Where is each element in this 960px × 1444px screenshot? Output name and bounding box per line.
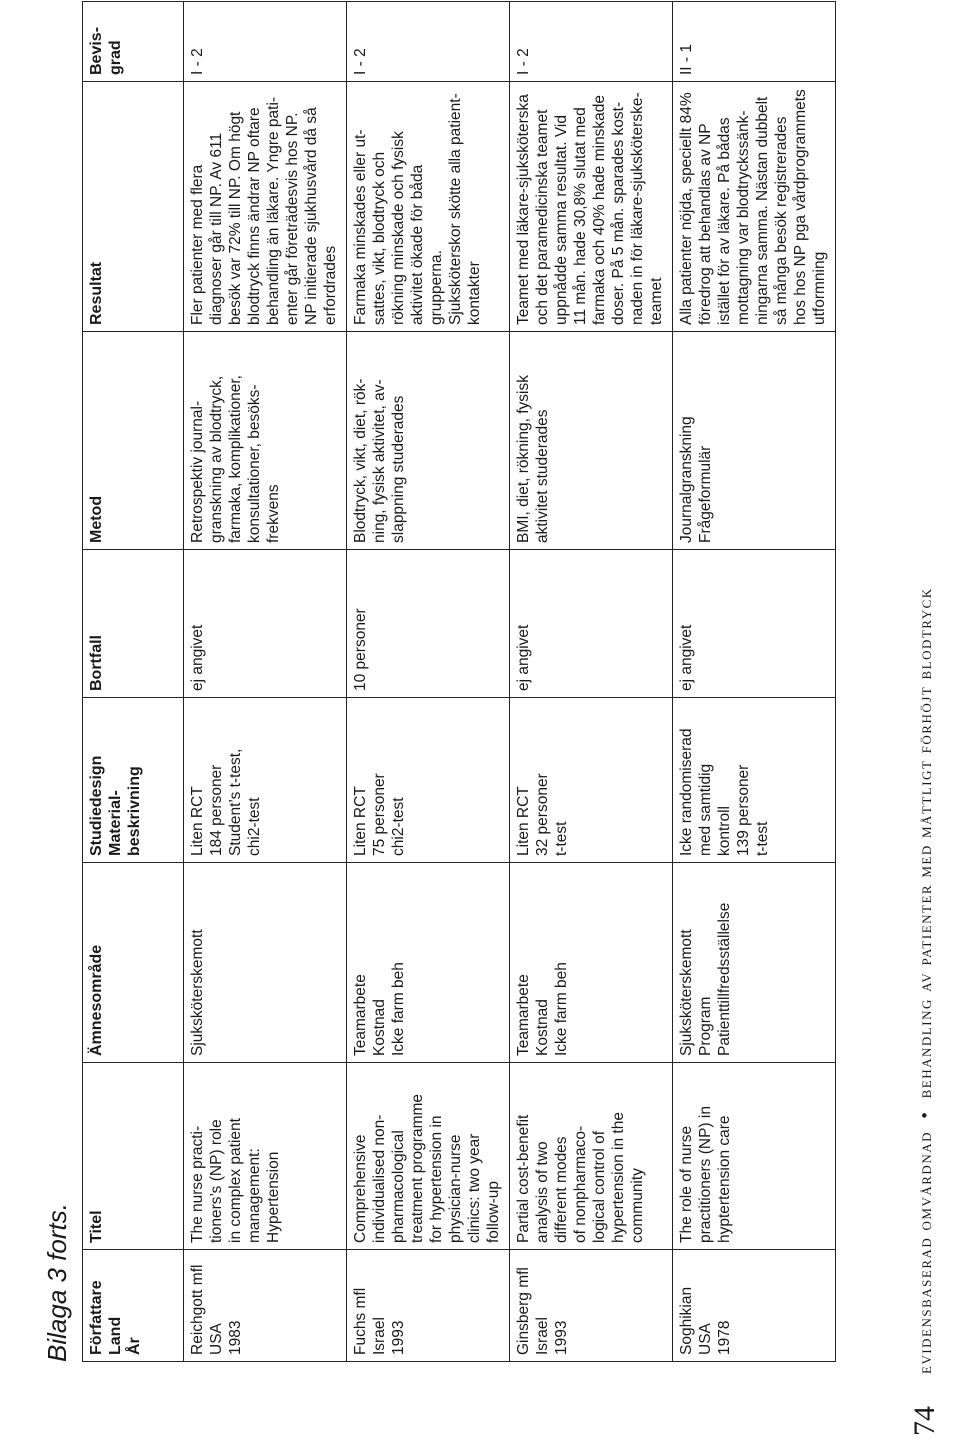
cell-title-line: The nurse practi- [189, 1125, 206, 1243]
cell-method [510, 332, 673, 550]
cell-dropout [673, 550, 836, 698]
cell-result-line: enter går företrädesvis hos NP. [284, 112, 301, 325]
cell-author-line: 1983 [227, 1320, 244, 1355]
cell-author [673, 1250, 836, 1362]
cell-design-line: Liten RCT [189, 786, 206, 856]
cell-design-line: 139 personer [735, 764, 752, 856]
cell-title-line: management: [246, 1148, 263, 1243]
cell-title-line: tioners’s (NP) role [208, 1119, 225, 1243]
column-header-line: Bortfall [88, 635, 105, 691]
cell-method-line: konsultationer, besöks- [246, 384, 263, 543]
cell-dropout [510, 550, 673, 698]
cell-design-line: Student’s t-test, [227, 748, 244, 856]
running-head [915, 587, 937, 1374]
cell-result-line: Fler patienter med flera [189, 164, 206, 325]
cell-author [347, 1250, 510, 1362]
cell-title-line: hypertension in the [610, 1112, 627, 1243]
cell-method-line: BMI, diet, rökning, fysisk [515, 375, 532, 543]
cell-result-line: istället för av läkare. På bådas [716, 117, 733, 325]
cell-design-line: t-test [754, 821, 771, 856]
table-row [510, 2, 673, 1362]
cell-design [184, 698, 347, 863]
column-header [83, 698, 184, 863]
cell-title-line: hyptertension care [716, 1115, 733, 1243]
cell-method-line: frekvens [265, 484, 282, 543]
cell-subject-line: Sjuksköterskemott [189, 929, 206, 1056]
cell-result-line: teamet [648, 277, 665, 325]
cell-design [510, 698, 673, 863]
cell-result [347, 82, 510, 332]
cell-author-line: Reichgott mfl [189, 1264, 206, 1355]
cell-author [184, 1250, 347, 1362]
cell-subject-line: Icke farm beh [553, 962, 570, 1056]
cell-grade-line: II - 1 [678, 43, 695, 75]
column-header [83, 2, 184, 82]
cell-author-line: 1993 [390, 1320, 407, 1355]
cell-method [347, 332, 510, 550]
cell-result-line: hos hos NP pga vårdprogrammets [792, 89, 809, 325]
cell-grade-line: I - 2 [515, 48, 532, 75]
cell-grade [184, 2, 347, 82]
cell-result-line: Teamet med läkare-sjuksköterska [515, 94, 532, 325]
table-header-row [83, 2, 184, 1362]
running-head-separator: • [915, 1110, 936, 1119]
column-header [83, 550, 184, 698]
column-header [83, 1063, 184, 1250]
column-header [83, 863, 184, 1063]
cell-result-line: Sjuksköterskor skötte alla patient- [447, 93, 464, 325]
cell-title-line: logical control of [591, 1130, 608, 1243]
cell-method-line: aktivitet studerades [534, 409, 551, 543]
cell-result-line: ningarna samma. Nästan dubbelt [754, 96, 771, 325]
cell-dropout [184, 550, 347, 698]
cell-result-line: Alla patienter nöjda, speciellt 84% [678, 92, 695, 325]
cell-title-line: Hypertension [265, 1151, 282, 1243]
cell-author-line: 1993 [553, 1320, 570, 1355]
cell-result-line: Farmaka minskades eller ut- [352, 129, 369, 325]
cell-title-line: analysis of two [534, 1141, 551, 1243]
cell-method-line: Blodtryck, vikt, diet, rök- [352, 378, 369, 543]
cell-method-line: slappning studerades [390, 395, 407, 543]
cell-method-line: Retrospektiv journal- [189, 400, 206, 543]
cell-result-line: NP initierade sjukhusvård då så [303, 107, 320, 325]
cell-title-line: Comprehensive [352, 1134, 369, 1243]
page-number: 74 [908, 1406, 941, 1436]
table-caption: Bilaga 3 forts. [42, 1203, 72, 1362]
column-header-line: Studiedesign [88, 755, 105, 856]
cell-result-line: så många besök registrerades [773, 116, 790, 325]
column-header-line: Material- [107, 790, 124, 856]
cell-design [347, 698, 510, 863]
cell-method-line: Journalgranskning [678, 416, 695, 543]
cell-title-line: pharmacological [390, 1130, 407, 1243]
column-header [83, 82, 184, 332]
cell-subject-line: Kostnad [371, 999, 388, 1056]
cell-title-line: in complex patient [227, 1118, 244, 1243]
cell-author-line: Israel [534, 1317, 551, 1355]
cell-design-line: Icke randomiserad [678, 728, 695, 856]
cell-grade [510, 2, 673, 82]
column-header-line: Land [107, 1316, 124, 1355]
table-body [184, 2, 836, 1362]
cell-dropout-line: ej angivet [678, 624, 695, 691]
cell-result [510, 82, 673, 332]
cell-result [673, 82, 836, 332]
cell-dropout-line: 10 personer [352, 608, 369, 691]
cell-result-line: uppnådde samma resultat. Vid [553, 115, 570, 325]
cell-title [510, 1063, 673, 1250]
cell-design-line: t-test [553, 821, 570, 856]
cell-result-line: behandling än läkare. Yngre pati- [265, 96, 282, 325]
cell-title-line: community [629, 1168, 646, 1243]
cell-subject-line: Sjuksköterskemott [678, 929, 695, 1056]
cell-author-line: Israel [371, 1317, 388, 1355]
cell-result-line: mottagning var blodtryckssänk- [735, 110, 752, 325]
cell-subject-line: Kostnad [534, 999, 551, 1056]
cell-design-line: med samtidig [697, 763, 714, 856]
study-table [82, 1, 836, 1362]
cell-subject [673, 863, 836, 1063]
cell-result-line: sattes, vikt, blodtryck och [371, 151, 388, 325]
cell-title-line: clinics: two year [466, 1133, 483, 1243]
cell-result-line: besök var 72% till NP. Om högt [227, 111, 244, 325]
running-head-right: behandling av patienter med måttligt förhöjt blodtryck [915, 587, 936, 1099]
column-header-line: Ämnesområde [88, 944, 105, 1056]
table-row [347, 2, 510, 1362]
cell-subject [184, 863, 347, 1063]
cell-design-line: Liten RCT [352, 786, 369, 856]
cell-method [673, 332, 836, 550]
cell-result-line: naden in för läkare-sjuksköterske- [629, 92, 646, 325]
cell-result-line: 11 mån. hade 30,8% slutat med [572, 107, 589, 325]
table-row [184, 2, 347, 1362]
cell-result-line: rökning minskade och fysisk [390, 131, 407, 325]
cell-title-line: Partial cost-benefit [515, 1114, 532, 1243]
cell-author-line: Fuchs mfl [352, 1287, 369, 1355]
cell-subject-line: Icke farm beh [390, 962, 407, 1056]
cell-result-line: och det paramedicinska teamet [534, 109, 551, 325]
column-header-line: grad [107, 40, 124, 75]
cell-design-line: 184 personer [208, 764, 225, 856]
cell-result-line: aktivitet ökade för båda grupperna. [409, 164, 445, 325]
cell-grade-line: I - 2 [352, 48, 369, 75]
cell-result-line: blodtryck finns ändrar NP oftare [246, 107, 263, 325]
cell-design-line: kontroll [716, 806, 733, 856]
cell-title-line: The role of nurse [678, 1125, 695, 1243]
cell-method-line: farmaka, komplikationer, [227, 375, 244, 543]
column-header-line: Titel [88, 1210, 105, 1243]
column-header-line: Metod [88, 495, 105, 543]
cell-title-line: follow-up [485, 1180, 502, 1243]
cell-grade [673, 2, 836, 82]
cell-dropout-line: ej angivet [189, 624, 206, 691]
cell-dropout [347, 550, 510, 698]
cell-design-line: chi2-test [246, 797, 263, 856]
cell-title-line: treatment programme [409, 1093, 426, 1243]
column-header [83, 1250, 184, 1362]
cell-design-line: 32 personer [534, 773, 551, 856]
column-header-line: Bevis- [88, 26, 105, 75]
cell-grade [347, 2, 510, 82]
cell-title-line: physician-nurse [447, 1134, 464, 1243]
column-header-line: beskrivning [126, 766, 143, 856]
cell-author-line: USA [697, 1323, 714, 1355]
cell-subject-line: Program [697, 996, 714, 1056]
cell-author-line: Ginsberg mfl [515, 1267, 532, 1355]
cell-author-line: 1978 [716, 1320, 733, 1355]
cell-subject-line: Teamarbete [515, 974, 532, 1056]
cell-design-line: Liten RCT [515, 786, 532, 856]
cell-method-line: ning, fysisk aktivitet, av- [371, 379, 388, 543]
cell-author [510, 1250, 673, 1362]
cell-design [673, 698, 836, 863]
cell-title-line: for hypertension in [428, 1115, 445, 1243]
cell-subject-line: Teamarbete [352, 974, 369, 1056]
cell-author-line: USA [208, 1323, 225, 1355]
cell-title-line: individualised non- [371, 1114, 388, 1243]
cell-method-line: granskning av blodtryck, [208, 375, 225, 543]
cell-subject [510, 863, 673, 1063]
cell-title-line: different modes [553, 1136, 570, 1243]
cell-title-line: of nonpharmaco- [572, 1125, 589, 1243]
cell-result [184, 82, 347, 332]
running-head-left: evidensbaserad omvårdnad [915, 1131, 936, 1374]
cell-author-line: Soghikian [678, 1286, 695, 1355]
cell-method [184, 332, 347, 550]
cell-result-line: erfordrades [322, 245, 339, 325]
cell-title [673, 1063, 836, 1250]
cell-grade-line: I - 2 [189, 48, 206, 75]
cell-result-line: utformning [811, 251, 828, 325]
cell-design-line: chi2-test [390, 797, 407, 856]
cell-title [184, 1063, 347, 1250]
cell-design-line: 75 personer [371, 773, 388, 856]
column-header-line: År [126, 1337, 143, 1355]
cell-subject [347, 863, 510, 1063]
table-row [673, 2, 836, 1362]
cell-title-line: practitioners (NP) in [697, 1106, 714, 1243]
cell-method-line: Frågeformulär [697, 445, 714, 543]
cell-result-line: diagnoser går till NP. Av 611 [208, 132, 225, 325]
column-header-line: Författare [88, 1280, 105, 1355]
cell-result-line: doser. På 5 mån. sparades kost- [610, 101, 627, 325]
cell-title [347, 1063, 510, 1250]
column-header [83, 332, 184, 550]
cell-subject-line: Patienttillfredsställelse [716, 902, 733, 1056]
column-header-line: Resultat [88, 261, 105, 325]
cell-result-line: farmaka och 40% hade minskade [591, 94, 608, 325]
cell-result-line: föredrog att behandlas av NP [697, 123, 714, 325]
cell-dropout-line: ej angivet [515, 624, 532, 691]
cell-result-line: kontakter [466, 261, 483, 325]
